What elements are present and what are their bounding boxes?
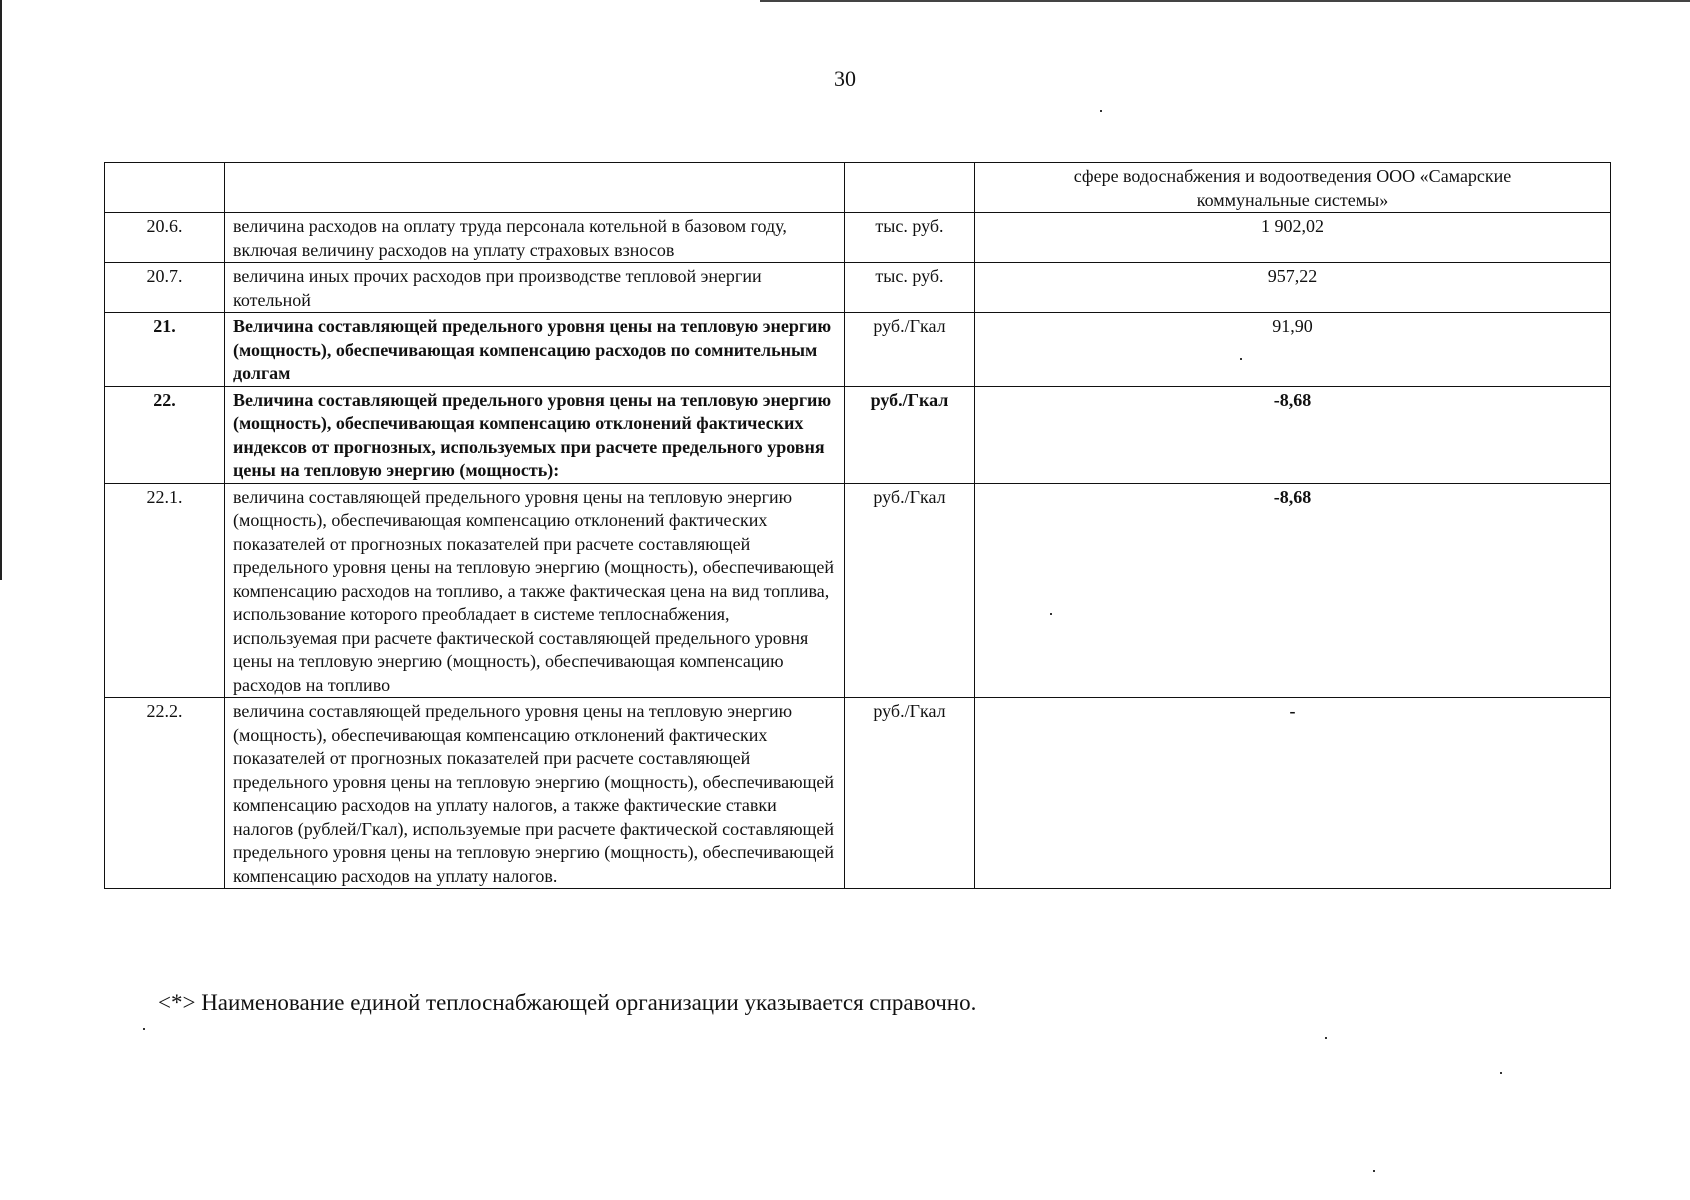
scan-speck bbox=[1373, 1170, 1375, 1172]
row-description: величина иных прочих расходов при производстве тепловой энергии котельной bbox=[225, 263, 845, 313]
table-row bbox=[105, 386, 1611, 483]
row-value: 91,90 bbox=[975, 313, 1611, 387]
row-number: 22.2. bbox=[105, 698, 225, 889]
page-number: 30 bbox=[834, 66, 856, 91]
table-row bbox=[105, 698, 1611, 889]
footnote: <*> Наименование единой теплоснабжающей организации указывается справочно. bbox=[158, 990, 977, 1015]
scan-speck bbox=[1240, 358, 1242, 360]
row-description: Величина составляющей предельного уровня цены на тепловую энергию (мощность), обеспечивающая компенсацию отклонений фактических индексов от прогнозных, используемых при расчете предельного уровня цены на тепловую энергию (мощность): bbox=[225, 386, 845, 483]
table-row bbox=[105, 213, 1611, 263]
row-value: - bbox=[975, 698, 1611, 889]
scan-speck bbox=[1100, 110, 1102, 112]
row-description: величина составляющей предельного уровня цены на тепловую энергию (мощность), обеспечивающая компенсацию отклонений фактических показателей от прогнозных показателей при расчете составляющей предельного уровня цены на тепловую энергию (мощность), обеспечивающей компенсацию расходов на уплату налогов, а также фактические ставки налогов (рублей/Гкал), используемые при расчете фактической составляющей предельного уровня цены на тепловую энергию (мощность), обеспечивающей компенсацию расходов на уплату налогов. bbox=[225, 698, 845, 889]
row-number: 22. bbox=[105, 386, 225, 483]
scan-top-line bbox=[760, 0, 1690, 2]
table-row bbox=[105, 483, 1611, 698]
row-description bbox=[225, 163, 845, 213]
row-value: сфере водоснабжения и водоотведения ООО «Самарские коммунальные системы» bbox=[975, 163, 1611, 213]
row-description: величина расходов на оплату труда персонала котельной в базовом году, включая величину расходов на уплату страховых взносов bbox=[225, 213, 845, 263]
row-value: 1 902,02 bbox=[975, 213, 1611, 263]
scan-speck bbox=[1500, 1072, 1502, 1074]
scan-speck bbox=[143, 1028, 145, 1030]
row-description: Величина составляющей предельного уровня цены на тепловую энергию (мощность), обеспечивающая компенсацию расходов по сомнительным долгам bbox=[225, 313, 845, 387]
row-unit: тыс. руб. bbox=[845, 213, 975, 263]
scan-speck bbox=[1050, 613, 1052, 615]
table-row bbox=[105, 163, 1611, 213]
data-table bbox=[104, 162, 1611, 889]
row-number: 22.1. bbox=[105, 483, 225, 698]
row-unit: руб./Гкал bbox=[845, 313, 975, 387]
row-value: 957,22 bbox=[975, 263, 1611, 313]
row-unit: руб./Гкал bbox=[845, 483, 975, 698]
table-row bbox=[105, 313, 1611, 387]
row-unit bbox=[845, 163, 975, 213]
row-number: 21. bbox=[105, 313, 225, 387]
row-unit: тыс. руб. bbox=[845, 263, 975, 313]
row-number: 20.7. bbox=[105, 263, 225, 313]
row-value: -8,68 bbox=[975, 483, 1611, 698]
row-number: 20.6. bbox=[105, 213, 225, 263]
table-row bbox=[105, 263, 1611, 313]
row-value: -8,68 bbox=[975, 386, 1611, 483]
row-unit: руб./Гкал bbox=[845, 698, 975, 889]
row-description: величина составляющей предельного уровня цены на тепловую энергию (мощность), обеспечивающая компенсацию отклонений фактических показателей от прогнозных показателей при расчете составляющей предельного уровня цены на тепловую энергию (мощность), обеспечивающей компенсацию расходов на топливо, а также фактическая цена на вид топлива, использование которого преобладает в системе теплоснабжения, используемая при расчете фактической составляющей предельного уровня цены на тепловую энергию (мощность), обеспечивающая компенсацию расходов на топливо bbox=[225, 483, 845, 698]
row-unit: руб./Гкал bbox=[845, 386, 975, 483]
row-number bbox=[105, 163, 225, 213]
scan-speck bbox=[1325, 1037, 1327, 1039]
